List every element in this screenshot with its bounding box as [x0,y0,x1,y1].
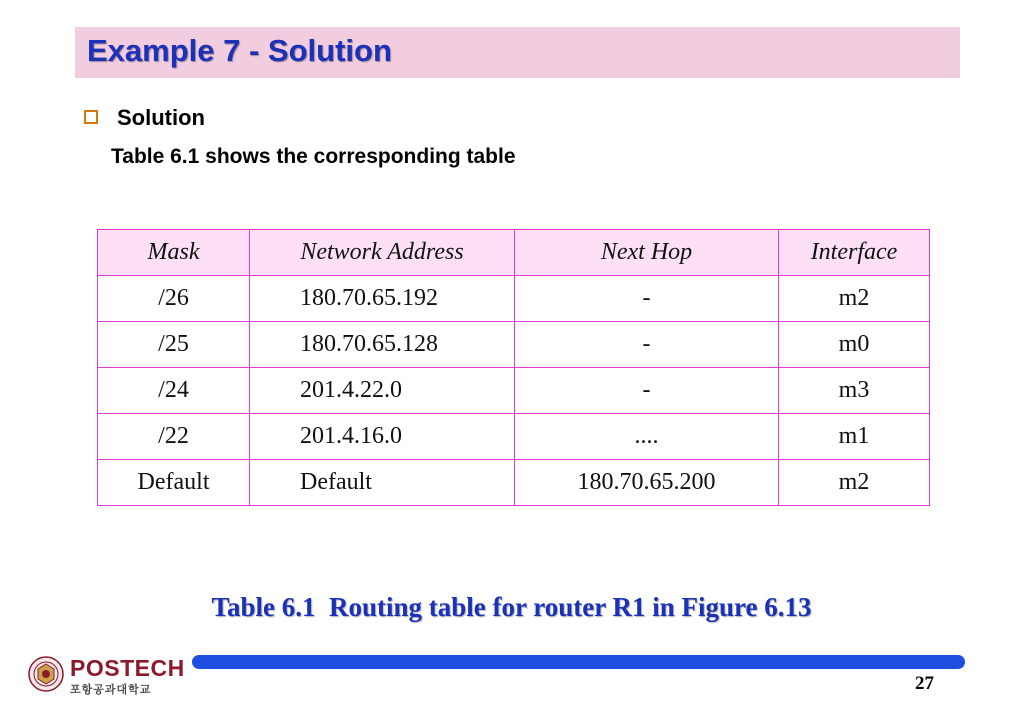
body-text: Table 6.1 shows the corresponding table [111,145,516,168]
cell-mask: /25 [98,322,250,368]
logo-name: POSTECH [70,655,185,681]
routing-table [97,229,930,506]
page-number: 27 [915,673,934,694]
header-next-hop: Next Hop [515,230,779,276]
logo-subtitle: 포항공과대학교 [70,684,152,696]
cell-next-hop: - [515,276,779,322]
cell-network-address: 201.4.22.0 [250,368,515,414]
table-row [98,322,930,368]
cell-interface: m2 [779,276,930,322]
table-row [98,460,930,506]
cell-mask: Default [98,460,250,506]
bullet-square-icon [84,110,98,124]
header-network-address: Network Address [250,230,515,276]
bullet-text: Solution [117,105,205,130]
table-header-row [98,230,930,276]
cell-network-address: 201.4.16.0 [250,414,515,460]
cell-network-address: 180.70.65.128 [250,322,515,368]
cell-network-address: Default [250,460,515,506]
cell-next-hop: 180.70.65.200 [515,460,779,506]
table-row [98,276,930,322]
footer-bar [192,655,965,669]
cell-mask: /22 [98,414,250,460]
table-row [98,414,930,460]
cell-mask: /24 [98,368,250,414]
cell-interface: m1 [779,414,930,460]
slide-title: Example 7 - Solution [87,33,392,68]
table-row [98,368,930,414]
cell-next-hop: - [515,368,779,414]
title-bar [75,27,960,78]
cell-next-hop: .... [515,414,779,460]
cell-network-address: 180.70.65.192 [250,276,515,322]
postech-emblem-icon [28,656,64,692]
cell-interface: m0 [779,322,930,368]
header-interface: Interface [779,230,930,276]
cell-interface: m3 [779,368,930,414]
header-mask: Mask [98,230,250,276]
cell-interface: m2 [779,460,930,506]
table-caption: Table 6.1 Routing table for router R1 in Figure 6.13 [211,592,812,622]
cell-mask: /26 [98,276,250,322]
cell-next-hop: - [515,322,779,368]
